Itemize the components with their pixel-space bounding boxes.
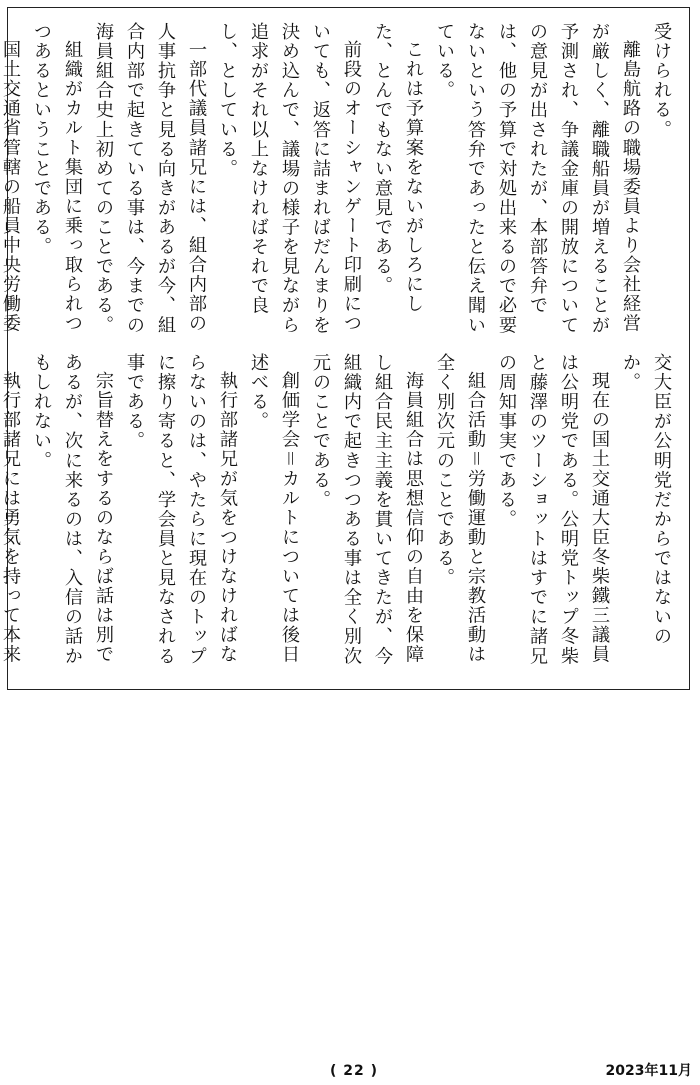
page-number: ( 22 ) <box>330 1063 379 1079</box>
article-upper-column <box>0 22 677 344</box>
paragraph: 海員組合は思想信仰の自由を保障し組合民主主義を貫いてきたが、今組織内で起きつつある事は全く別次元のことである。 <box>310 353 424 666</box>
paragraph: 創価学会＝カルトについては後日述べる。 <box>248 353 300 665</box>
paragraph: 一部代議員諸兄には、組合内部の人事抗争と見る向きがあるが今、組合内部で起きている事は、今までの海員組合史上初めてのことである。 <box>93 22 207 335</box>
paragraph: 執行部諸兄には勇気を持って本来 <box>0 371 21 665</box>
paragraph: 現在の国土交通大臣冬柴鐵三議員は公明党である。公明党トップ冬柴と藤澤のツーショットはすでに諸兄の周知事実である。 <box>496 353 610 666</box>
paragraph: 執行部諸兄が気をつけなければならないのは、やたらに現在のトップに擦り寄ると、学会員と見なされる事である。 <box>124 353 238 666</box>
paragraph: 宗旨替えをするのならば話は別であるが、次に来るのは、入信の話かもしれない。 <box>31 353 114 666</box>
paragraph: 組織がカルト集団に乗っ取られつつあるということである。 <box>31 22 83 334</box>
article-lower-column <box>0 353 677 681</box>
paragraph: 離島航路の職場委員より会社経営が厳しく、離職船員が増えることが予測され、争議金庫の開放についての意見が出されたが、本部答弁では、他の予算で対処出来るので必要ないという答弁であったと伝え聞いている。 <box>434 22 641 335</box>
paragraph: これは予算案をないがしろにした、とんでもない意見である。 <box>372 22 424 314</box>
paragraph: 国土交通省管轄の船員中央労働委 <box>0 40 21 334</box>
paragraph: 組合活動＝労働運動と宗教活動は全く別次元のことである。 <box>434 353 486 665</box>
article-frame <box>0 7 690 690</box>
issue-date: 2023年11月 <box>605 1063 692 1079</box>
paragraph: 交大臣が公明党だからではないのか。 <box>620 353 672 647</box>
paragraph: 前段のオーシャンゲート印刷についても、返答に詰まればだんまりを決め込んで、議場の様子を見ながら追求がそれ以上なければそれで良し、としている。 <box>217 22 362 335</box>
paragraph: 受けられる。 <box>651 22 672 140</box>
